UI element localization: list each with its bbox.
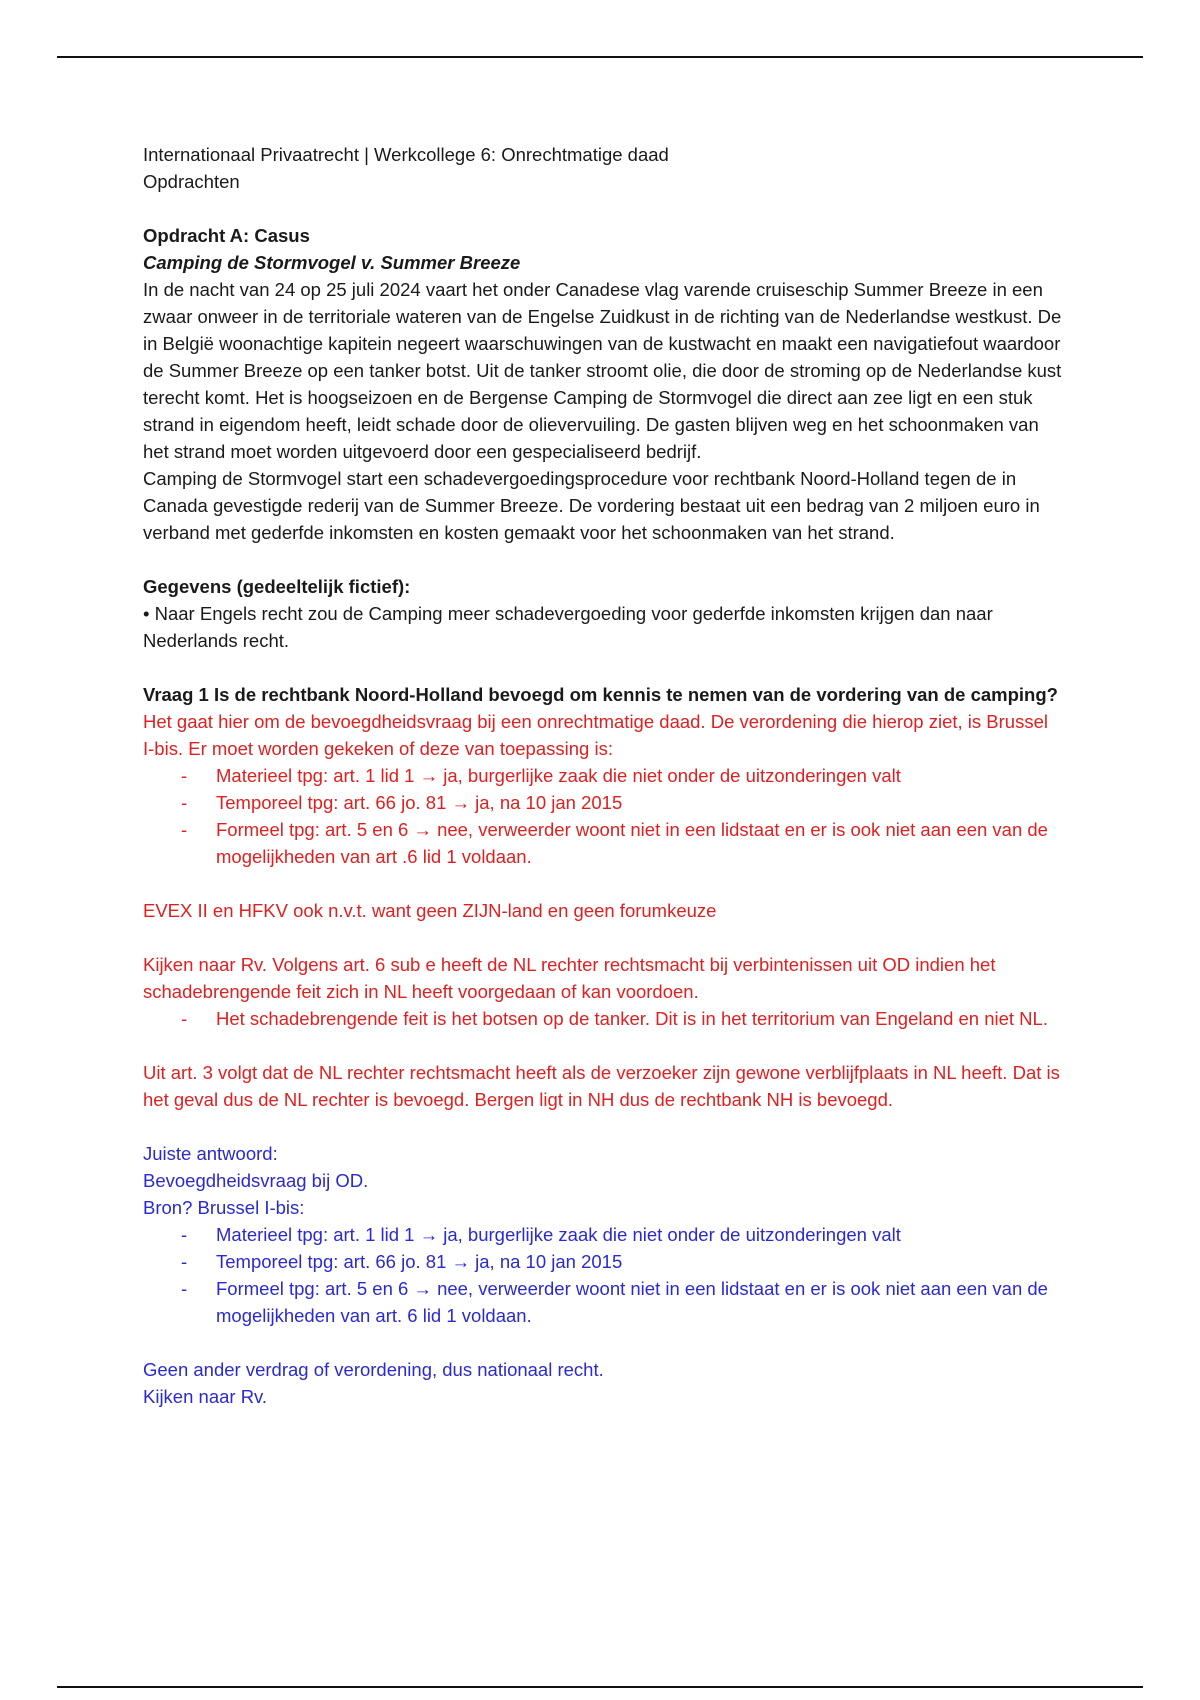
document-subtitle: Opdrachten xyxy=(143,171,240,192)
gegevens-heading: Gegevens (gedeeltelijk fictief): xyxy=(143,576,411,597)
page-top-rule xyxy=(57,56,1143,58)
vraag-1-question: Vraag 1 Is de rechtbank Noord-Holland bevoegd om kennis te nemen van de vordering van de camping? xyxy=(143,684,1058,705)
case-paragraph-1: In de nacht van 24 op 25 juli 2024 vaart het onder Canadese vlag varende cruiseschip Summer Breeze in een zwaar onweer in de territoriale wateren van de Engelse Zuidkust in de richting van de Nederlandse westkust. De in België woonachtige kapitein negeert waarschuwingen van de kustwacht en maakt een navigatiefout waardoor de Summer Breeze op een tanker botst. Uit de tanker stroomt olie, die door de stroming op de Nederlandse kust terecht komt. Het is hoogseizoen en de Bergense Camping de Stormvogel die direct aan zee ligt en een stuk strand in eigendom heeft, leidt schade door de olievervuiling. De gasten blijven weg en het schoonmaken van het strand moet worden uitgevoerd door een gespecialiseerd bedrijf. xyxy=(143,279,1062,462)
case-paragraph-2: Camping de Stormvogel start een schadevergoedingsprocedure voor rechtbank Noord-Holland tegen de in Canada gevestigde rederij van de Summer Breeze. De vordering bestaat uit een bedrag van 2 miljoen euro in verband met gederfde inkomsten en kosten gemaakt voor het schoonmaken van het strand. xyxy=(143,468,1040,543)
list-item: - Materieel tpg: art. 1 lid 1 → ja, burgerlijke zaak die niet onder de uitzonderingen valt xyxy=(143,762,1063,789)
list-item: - Temporeel tpg: art. 66 jo. 81 → ja, na 10 jan 2015 xyxy=(143,1248,1063,1275)
blue-answer-label: Juiste antwoord: xyxy=(143,1143,278,1164)
red-answer-rv: Kijken naar Rv. Volgens art. 6 sub e heeft de NL rechter rechtsmacht bij verbintenissen uit OD indien het schadebrengende feit zich in NL heeft voorgedaan of kan voordoen. xyxy=(143,954,996,1002)
red-answer-list xyxy=(143,762,1063,870)
list-item: - Materieel tpg: art. 1 lid 1 → ja, burgerlijke zaak die niet onder de uitzonderingen valt xyxy=(143,1221,1063,1248)
list-item: - Formeel tpg: art. 5 en 6 → nee, verweerder woont niet in een lidstaat en er is ook niet aan een van de mogelijkheden van art .6 lid 1 voldaan. xyxy=(143,816,1063,870)
list-item: - Temporeel tpg: art. 66 jo. 81 → ja, na 10 jan 2015 xyxy=(143,789,1063,816)
gegevens-bullet: • Naar Engels recht zou de Camping meer schadevergoeding voor gederfde inkomsten krijgen dan naar Nederlands recht. xyxy=(143,603,993,651)
document-title: Internationaal Privaatrecht | Werkcollege 6: Onrechtmatige daad xyxy=(143,144,669,165)
blue-answer-line-2: Bron? Brussel I-bis: xyxy=(143,1197,305,1218)
red-answer-rv-list xyxy=(143,1005,1063,1032)
blue-answer-line-4: Kijken naar Rv. xyxy=(143,1386,268,1407)
opdracht-heading: Opdracht A: Casus xyxy=(143,225,310,246)
red-answer-evex: EVEX II en HFKV ook n.v.t. want geen ZIJN-land en geen forumkeuze xyxy=(143,900,717,921)
case-title: Camping de Stormvogel v. Summer Breeze xyxy=(143,252,521,273)
list-item: - Formeel tpg: art. 5 en 6 → nee, verweerder woont niet in een lidstaat en er is ook niet aan een van de mogelijkheden van art. 6 lid 1 voldaan. xyxy=(143,1275,1063,1329)
blue-answer-list xyxy=(143,1221,1063,1329)
red-answer-intro: Het gaat hier om de bevoegdheidsvraag bij een onrechtmatige daad. De verordening die hierop ziet, is Brussel I-bis. Er moet worden gekeken of deze van toepassing is: xyxy=(143,711,1048,759)
blue-answer-line-3: Geen ander verdrag of verordening, dus nationaal recht. xyxy=(143,1359,604,1380)
blue-answer-line-1: Bevoegdheidsvraag bij OD. xyxy=(143,1170,369,1191)
red-answer-art3: Uit art. 3 volgt dat de NL rechter rechtsmacht heeft als de verzoeker zijn gewone verblijfplaats in NL heeft. Dat is het geval dus de NL rechter is bevoegd. Bergen ligt in NH dus de rechtbank NH is bevoegd. xyxy=(143,1062,1060,1110)
page-bottom-rule xyxy=(57,1686,1143,1688)
list-item: - Het schadebrengende feit is het botsen op de tanker. Dit is in het territorium van Engeland en niet NL. xyxy=(143,1005,1063,1032)
document-body xyxy=(143,141,1063,1410)
